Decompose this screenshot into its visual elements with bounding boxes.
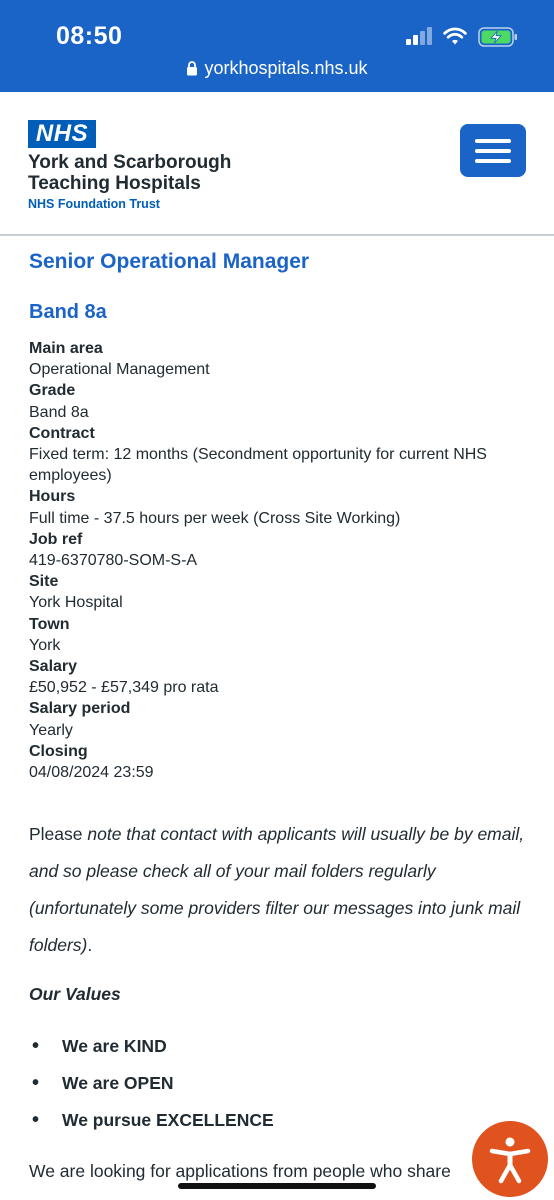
detail-value-closing: 04/08/2024 23:59 <box>29 764 154 782</box>
detail-value-salary-period: Yearly <box>29 721 73 739</box>
hamburger-menu-icon <box>475 139 511 143</box>
hamburger-line <box>475 149 511 153</box>
value-item-kind: • We are KIND <box>29 1033 509 1070</box>
detail-value-site: York Hospital <box>29 594 123 612</box>
nhs-trust-logo-link[interactable] <box>28 120 231 211</box>
detail-value-contract: Fixed term: 12 months (Secondment opportunity for current NHS employees) <box>29 446 487 485</box>
lock-icon <box>186 61 198 76</box>
detail-label-town: Town <box>29 615 70 633</box>
address-bar[interactable] <box>0 58 554 79</box>
detail-label-contract: Contract <box>29 424 95 442</box>
detail-value-town: York <box>29 636 61 654</box>
hamburger-line <box>475 159 511 163</box>
detail-value-job-ref: 419-6370780-SOM-S-A <box>29 552 198 570</box>
org-name-line-2: Teaching Hospitals <box>28 173 201 194</box>
nhs-logo-badge: NHS <box>28 120 96 148</box>
detail-label-hours: Hours <box>29 488 76 506</box>
applications-intro-text: We are looking for applications from people who share <box>29 1161 451 1181</box>
detail-value-salary: £50,952 - £57,349 pro rata <box>29 679 219 697</box>
detail-label-salary: Salary <box>29 658 78 676</box>
value-item-open: • We are OPEN <box>29 1070 509 1107</box>
cellular-signal-icon <box>406 27 434 45</box>
detail-label-grade: Grade <box>29 382 76 400</box>
detail-value-hours: Full time - 37.5 hours per week (Cross Site Working) <box>29 509 401 527</box>
detail-label-salary-period: Salary period <box>29 700 131 718</box>
detail-label-closing: Closing <box>29 742 88 760</box>
battery-charging-icon <box>478 26 518 48</box>
browser-status-area <box>0 0 554 92</box>
home-indicator <box>178 1183 376 1189</box>
menu-button[interactable] <box>460 124 526 177</box>
accessibility-button[interactable] <box>472 1121 548 1197</box>
detail-label-main-area: Main area <box>29 340 103 357</box>
notice-italic: note that contact with applicants will usually be by email, and so please check all of your mail folders regularly (unfortunately some providers filter our messages into junk mail folders) <box>29 824 525 955</box>
org-name-line-1: York and Scarborough <box>28 152 232 173</box>
values-heading: Our Values <box>29 984 121 1004</box>
notice-end: . <box>87 935 93 955</box>
notice-lead: Please <box>29 824 88 844</box>
value-item-excellence: • We pursue EXCELLENCE <box>29 1107 509 1144</box>
detail-label-job-ref: Job ref <box>29 530 83 548</box>
detail-value-grade: Band 8a <box>29 403 89 421</box>
status-time: 08:50 <box>56 22 123 50</box>
trust-name: NHS Foundation Trust <box>28 197 160 211</box>
job-band: Band 8a <box>29 301 107 323</box>
wifi-icon <box>443 26 467 46</box>
values-list <box>29 1033 509 1144</box>
job-details-list <box>29 338 524 783</box>
site-header <box>0 92 554 236</box>
url-text: yorkhospitals.nhs.uk <box>204 58 368 78</box>
job-title: Senior Operational Manager <box>29 250 310 273</box>
detail-label-site: Site <box>29 573 59 591</box>
detail-value-main-area: Operational Management <box>29 361 210 379</box>
contact-notice <box>29 816 529 964</box>
accessibility-icon <box>472 1121 548 1197</box>
